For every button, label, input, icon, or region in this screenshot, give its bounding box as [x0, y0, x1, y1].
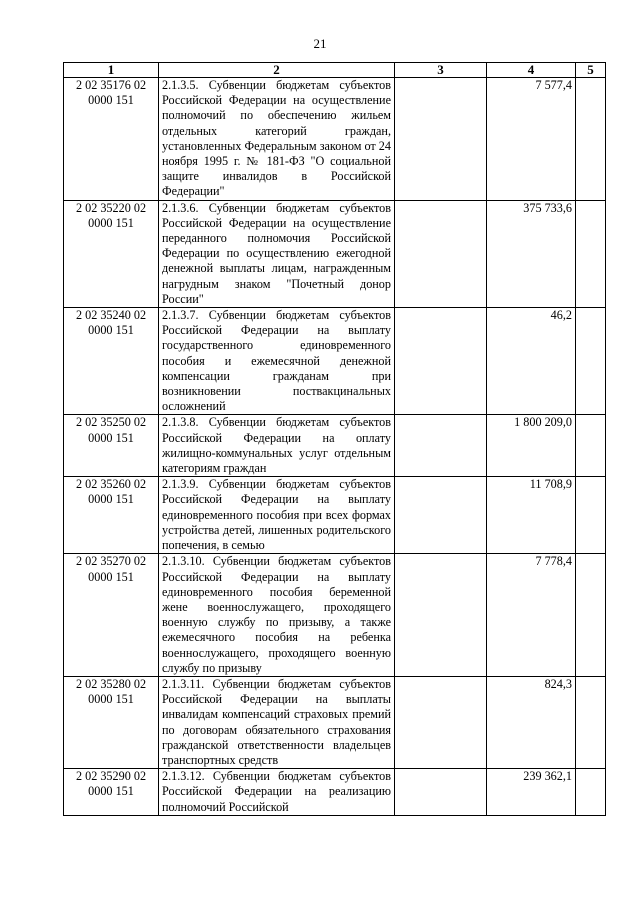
header-col-1: 1: [64, 63, 159, 78]
budget-code: 2 02 35270 02 0000 151: [64, 554, 159, 677]
item-description: 2.1.3.8. Субвенции бюджетам субъектов Российской Федерации на оплату жилищно-коммунальных услуг отдельным категориям граждан: [159, 415, 395, 477]
budget-table: [63, 62, 606, 816]
budget-code: 2 02 35250 02 0000 151: [64, 415, 159, 477]
budget-code: 2 02 35240 02 0000 151: [64, 308, 159, 415]
col-3-cell: [395, 554, 487, 677]
col-3-cell: [395, 676, 487, 768]
budget-code: 2 02 35176 02 0000 151: [64, 78, 159, 201]
amount-cell: 7 577,4: [487, 78, 576, 201]
item-description: 2.1.3.9. Субвенции бюджетам субъектов Российской Федерации на выплату единовременного пособия при всех формах устройства детей, лишенных родительского попечения, в семью: [159, 477, 395, 554]
table-row: [64, 554, 606, 677]
col-5-cell: [576, 769, 606, 816]
header-col-5: 5: [576, 63, 606, 78]
col-5-cell: [576, 200, 606, 307]
amount-cell: 11 708,9: [487, 477, 576, 554]
table-row: [64, 200, 606, 307]
table-row: [64, 477, 606, 554]
item-description: 2.1.3.5. Субвенции бюджетам субъектов Российской Федерации на осуществление полномочий по обеспечению жильем отдельных категорий граждан, установленных Федеральным законом от 24 ноября 1995 г. № 181-ФЗ "О социальной защите инвалидов в Российской Федерации": [159, 78, 395, 201]
col-5-cell: [576, 415, 606, 477]
col-3-cell: [395, 477, 487, 554]
item-description: 2.1.3.11. Субвенции бюджетам субъектов Российской Федерации на выплаты инвалидам компенсаций страховых премий по договорам обязательного страхования гражданской ответственности владельцев транспортных средств: [159, 676, 395, 768]
col-3-cell: [395, 200, 487, 307]
col-5-cell: [576, 78, 606, 201]
table-row: [64, 769, 606, 816]
table-row: [64, 676, 606, 768]
amount-cell: 46,2: [487, 308, 576, 415]
col-3-cell: [395, 769, 487, 816]
budget-code: 2 02 35260 02 0000 151: [64, 477, 159, 554]
amount-cell: 239 362,1: [487, 769, 576, 816]
item-description: 2.1.3.12. Субвенции бюджетам субъектов Российской Федерации на реализацию полномочий Российской: [159, 769, 395, 816]
table-row: [64, 78, 606, 201]
table-row: [64, 308, 606, 415]
amount-cell: 1 800 209,0: [487, 415, 576, 477]
header-col-3: 3: [395, 63, 487, 78]
item-description: 2.1.3.6. Субвенции бюджетам субъектов Российской Федерации на осуществление переданного полномочия Российской Федерации по осуществлению ежегодной денежной выплаты лицам, награжденным нагрудным знаком "Почетный донор России": [159, 200, 395, 307]
col-3-cell: [395, 308, 487, 415]
col-5-cell: [576, 676, 606, 768]
header-col-4: 4: [487, 63, 576, 78]
header-row: [64, 63, 606, 78]
header-col-2: 2: [159, 63, 395, 78]
col-3-cell: [395, 415, 487, 477]
item-description: 2.1.3.10. Субвенции бюджетам субъектов Российской Федерации на выплату единовременного пособия беременной жене военнослужащего, проходящего военную службу по призыву, а также ежемесячного пособия на ребенка военнослужащего, проходящего военную службу по призыву: [159, 554, 395, 677]
budget-code: 2 02 35220 02 0000 151: [64, 200, 159, 307]
budget-code: 2 02 35280 02 0000 151: [64, 676, 159, 768]
table-row: [64, 415, 606, 477]
page-number: 21: [313, 36, 327, 51]
col-5-cell: [576, 477, 606, 554]
item-description: 2.1.3.7. Субвенции бюджетам субъектов Российской Федерации на выплату государственного единовременного пособия и ежемесячной денежной компенсации гражданам при возникновении поствакцинальных осложнений: [159, 308, 395, 415]
col-5-cell: [576, 308, 606, 415]
col-5-cell: [576, 554, 606, 677]
col-3-cell: [395, 78, 487, 201]
amount-cell: 375 733,6: [487, 200, 576, 307]
amount-cell: 824,3: [487, 676, 576, 768]
budget-code: 2 02 35290 02 0000 151: [64, 769, 159, 816]
amount-cell: 7 778,4: [487, 554, 576, 677]
